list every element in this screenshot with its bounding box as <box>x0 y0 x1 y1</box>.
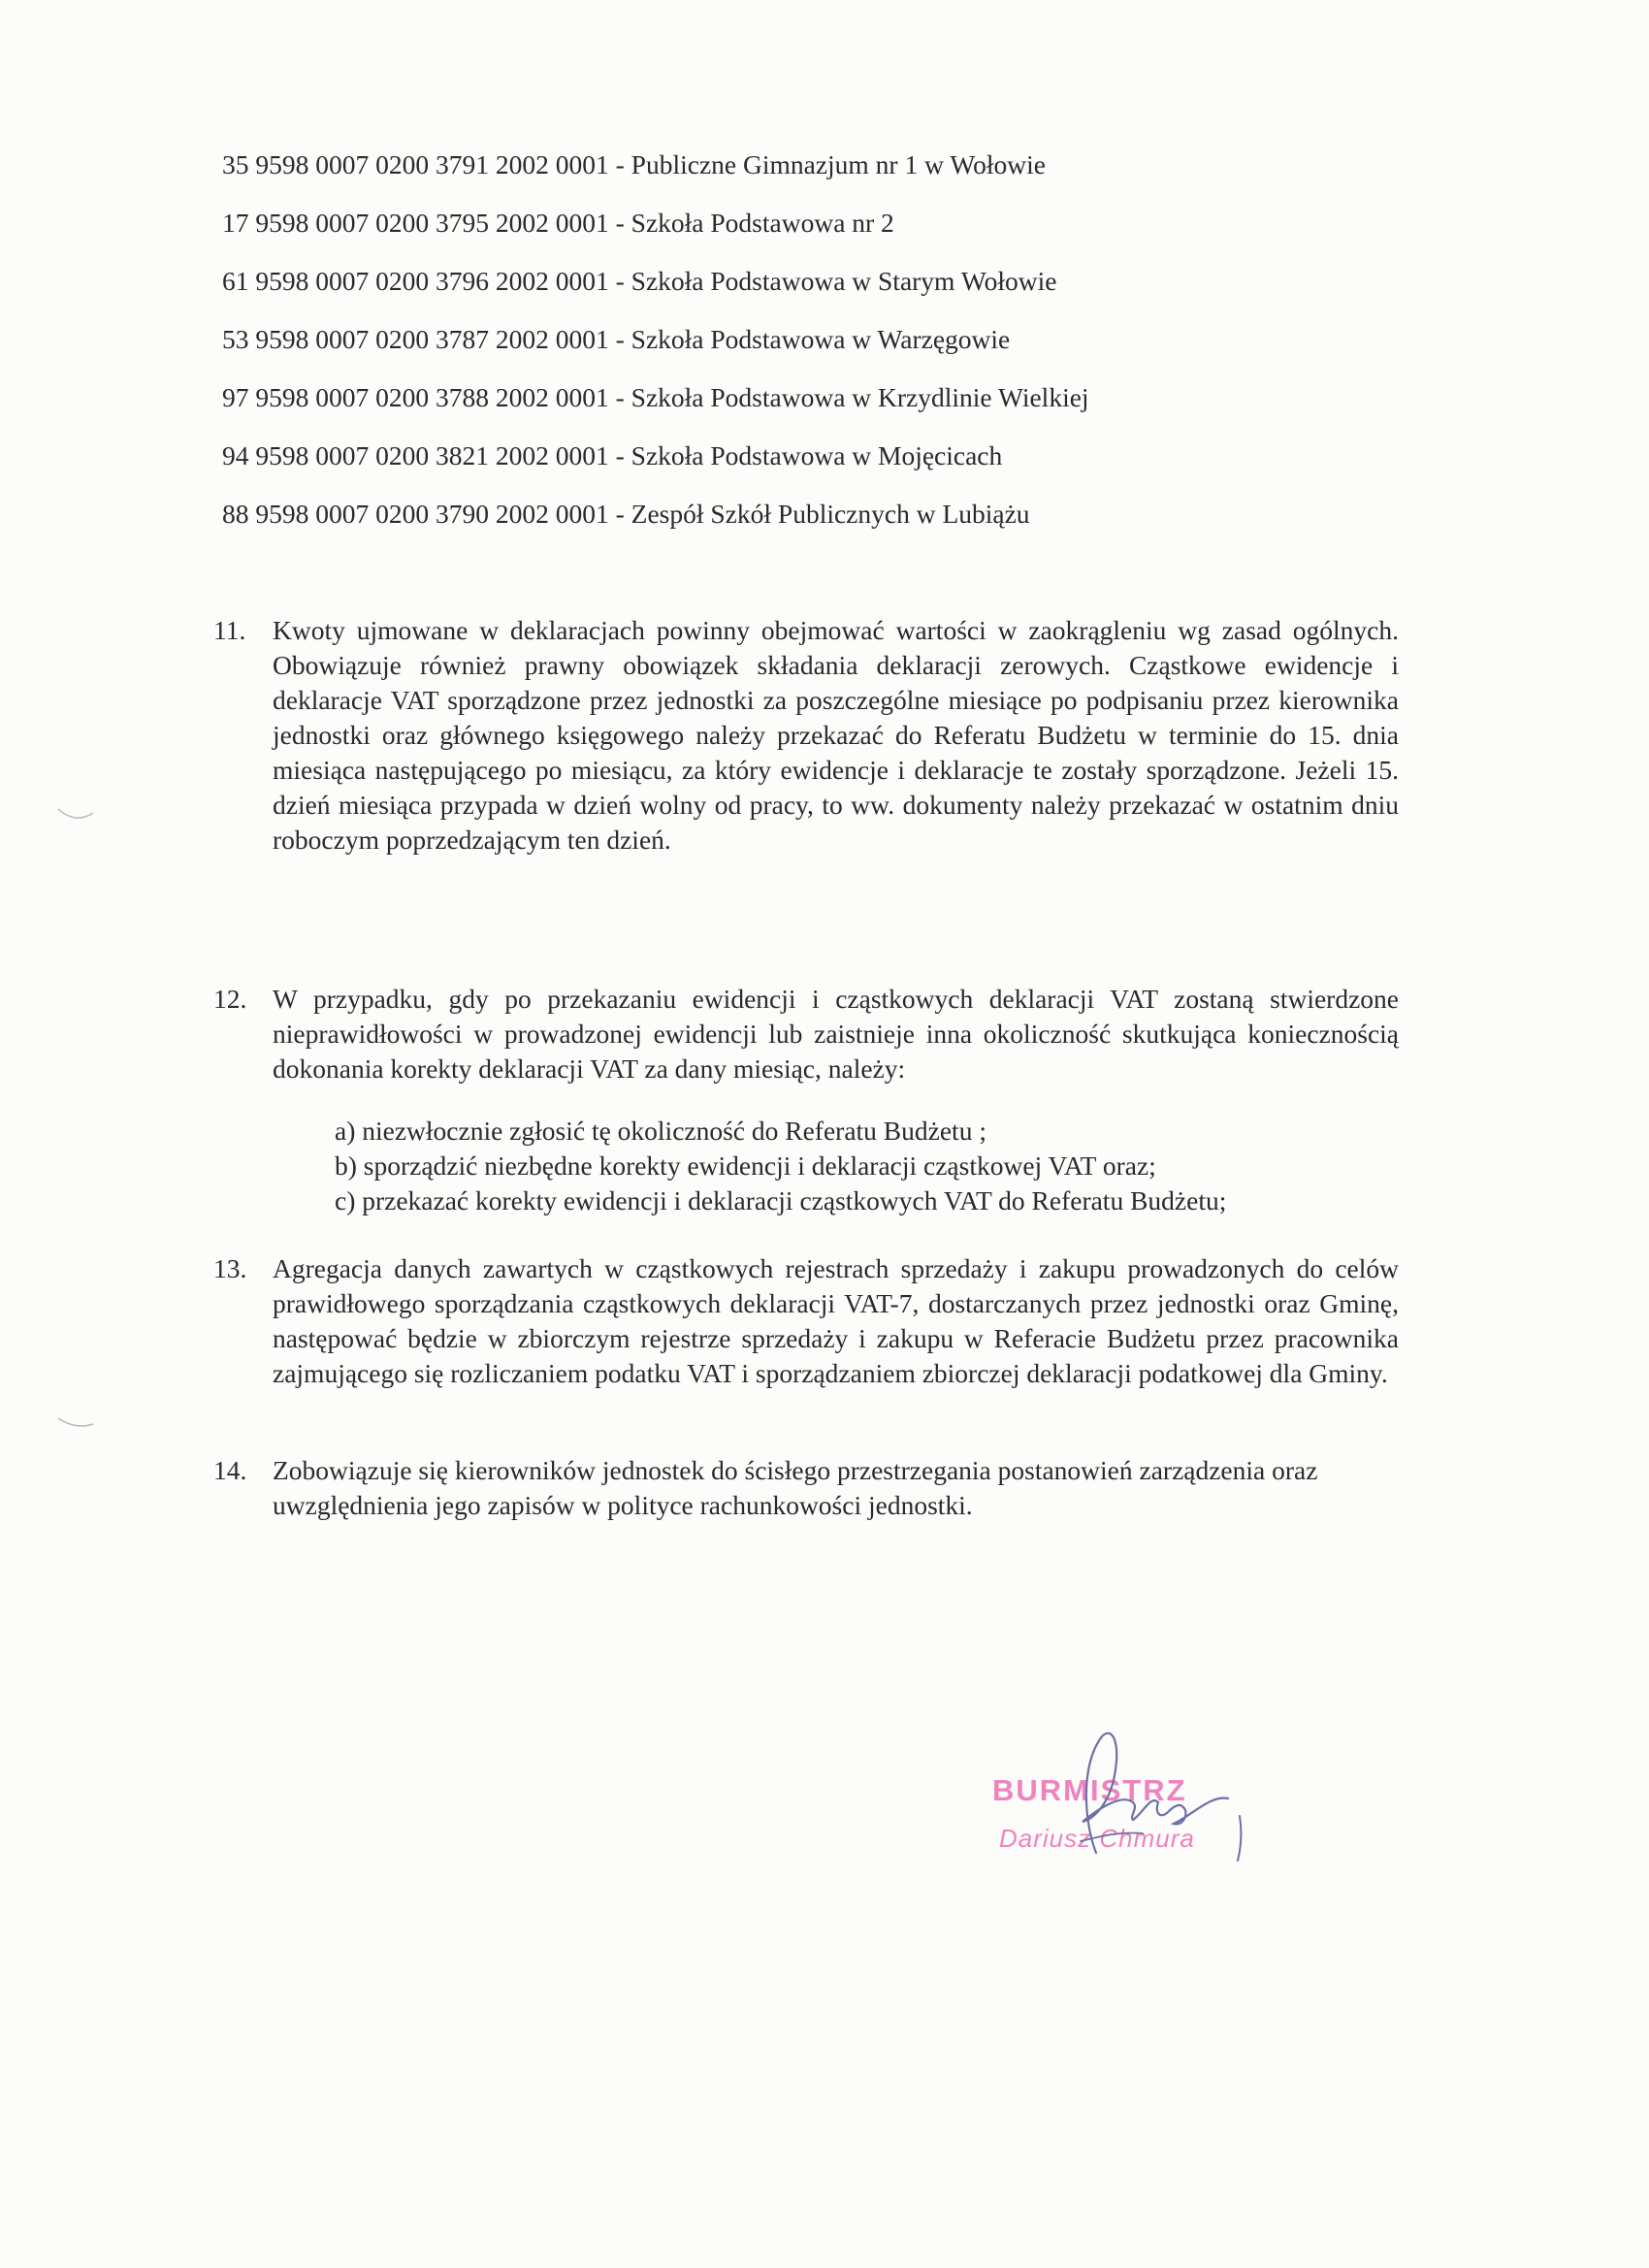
punch-mark-icon <box>56 1416 95 1436</box>
sublist-item: a) niezwłocznie zgłosić tę okoliczność do Referatu Budżetu ; <box>335 1116 986 1146</box>
account-line: 94 9598 0007 0200 3821 2002 0001 - Szkoła Podstawowa w Mojęcicach <box>222 440 1003 470</box>
signature-stamp <box>987 1727 1308 1872</box>
paragraph-12 <box>213 982 1399 1086</box>
paragraph-text: Kwoty ujmowane w deklaracjach powinny obejmować wartości w zaokrągleniu wg zasad ogólnych. Obowiązuje również prawny obowiązek składania deklaracji zerowych. Cząstkowe ewidencje i deklaracje VAT sporządzone przez jednostki za poszczególne miesiące po podpisaniu przez kierownika jednostki oraz głównego księgowego należy przekazać do Referatu Budżetu w terminie do 15. dnia miesiąca następującego po miesiącu, za który ewidencje i deklaracje te zostały sporządzone. Jeżeli 15. dzień miesiąca przypada w dzień wolny od pracy, to ww. dokumenty należy przekazać w ostatnim dniu roboczym poprzedzającym ten dzień. <box>273 615 1399 855</box>
paragraph-number: 12. <box>213 984 247 1014</box>
paragraph-number: 14. <box>213 1455 247 1485</box>
account-line: 17 9598 0007 0200 3795 2002 0001 - Szkoła Podstawowa nr 2 <box>222 208 894 238</box>
paragraph-text: Agregacja danych zawartych w cząstkowych rejestrach sprzedaży i zakupu prowadzonych do celów prawidłowego sporządzania cząstkowych deklaracji VAT-7, dostarczanych przez jednostki oraz Gminę, następować będzie w zbiorczym rejestrze sprzedaży i zakupu w Referacie Budżetu przez pracownika zajmującego się rozliczaniem podatku VAT i sporządzaniem zbiorczej deklaracji podatkowej dla Gminy. <box>273 1253 1399 1388</box>
account-line: 97 9598 0007 0200 3788 2002 0001 - Szkoła Podstawowa w Krzydlinie Wielkiej <box>222 382 1089 412</box>
handwritten-signature-icon <box>987 1727 1308 1872</box>
stamp-title: BURMISTRZ <box>992 1773 1187 1807</box>
paragraph-number: 13. <box>213 1253 247 1283</box>
account-line: 88 9598 0007 0200 3790 2002 0001 - Zespół Szkół Publicznych w Lubiążu <box>222 499 1030 529</box>
account-line: 35 9598 0007 0200 3791 2002 0001 - Publiczne Gimnazjum nr 1 w Wołowie <box>222 149 1046 179</box>
account-line: 61 9598 0007 0200 3796 2002 0001 - Szkoła Podstawowa w Starym Wołowie <box>222 266 1057 296</box>
paragraph-12-sublist <box>335 1114 1226 1218</box>
paragraph-text: W przypadku, gdy po przekazaniu ewidencji i cząstkowych deklaracji VAT zostaną stwierdzone nieprawidłowości w prowadzonej ewidencji lub zaistnieje inna okoliczność skutkująca koniecznością dokonania korekty deklaracji VAT za dany miesiąc, należy: <box>273 984 1399 1084</box>
paragraph-number: 11. <box>213 615 246 645</box>
paragraph-text: Zobowiązuje się kierowników jednostek do ścisłego przestrzegania postanowień zarządzenia oraz uwzględnienia jego zapisów w polityce rachunkowości jednostki. <box>273 1455 1318 1520</box>
account-line: 53 9598 0007 0200 3787 2002 0001 - Szkoła Podstawowa w Warzęgowie <box>222 324 1011 354</box>
paragraph-14 <box>213 1453 1399 1523</box>
punch-mark-icon <box>56 805 95 825</box>
bank-account-list <box>222 146 1435 553</box>
sublist-item: c) przekazać korekty ewidencji i deklaracji cząstkowych VAT do Referatu Budżetu; <box>335 1185 1227 1215</box>
paragraph-11 <box>213 613 1399 858</box>
paragraph-13 <box>213 1251 1399 1391</box>
stamp-name: Dariusz Chmura <box>999 1824 1195 1853</box>
sublist-item: b) sporządzić niezbędne korekty ewidencji i deklaracji cząstkowej VAT oraz; <box>335 1150 1156 1181</box>
